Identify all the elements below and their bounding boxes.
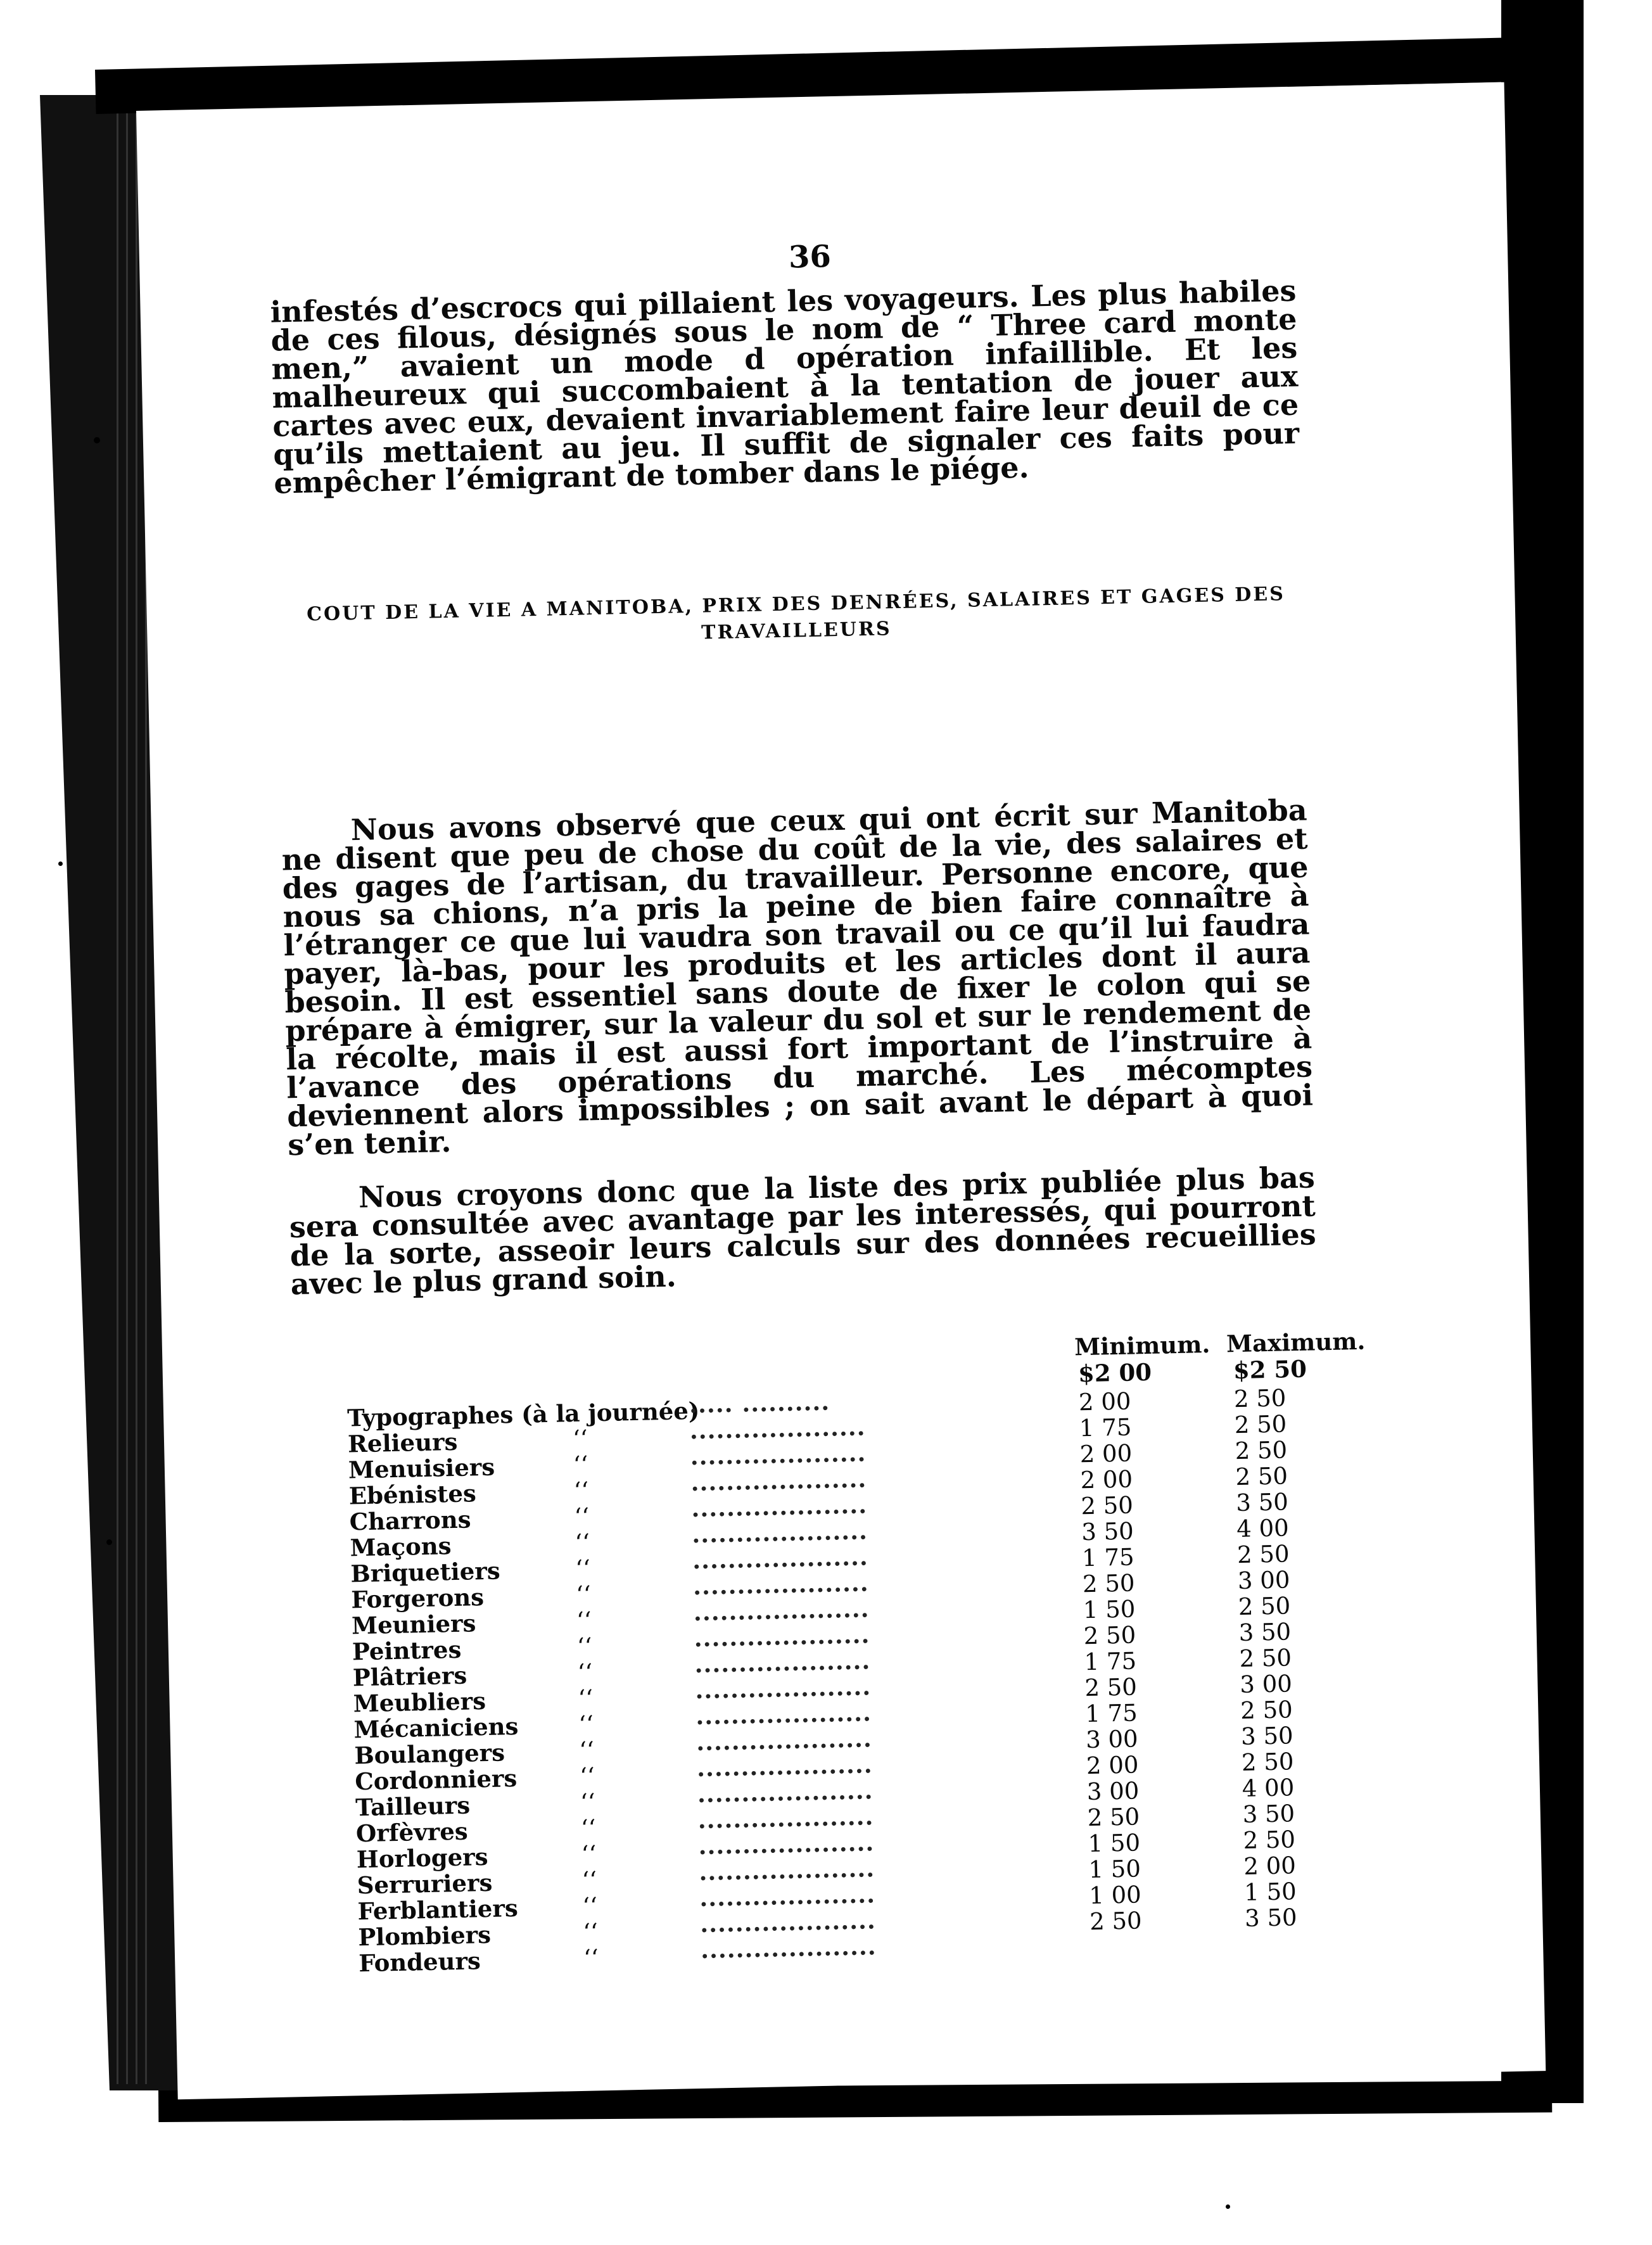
- trade-name: Typographes (à la journée): [346, 1396, 700, 1432]
- leader-dots: ····················: [690, 1471, 867, 1503]
- maximum-value: 3 50: [1238, 1618, 1292, 1647]
- ditto-mark: ‘‘: [573, 1451, 588, 1479]
- minimum-value: 3 50: [1081, 1517, 1134, 1546]
- trade-name: Horlogers: [356, 1842, 488, 1874]
- leader-dots: ····················: [696, 1757, 874, 1789]
- paragraph-cout-vie: Nous avons observé que ceux qui ont écrit sur Manitoba ne disent que peu de chose du coût de la vie, des salaires et des gages de l’artisan, du travailleur. Personne encore, que nous sa chions, n’a pris la peine de bien faire connaître à l’étranger ce que lui vaudra son travail ou ce qu’il lui faudra payer, là-bas, pour les produits et les articles dont il aura besoin. Il est essentiel sans doute de fixer le colon qui se prépare à émigrer, sur la valeur du sol et sur le rendement de la récolte, mais il est aussi fort important de l’instruire à l’avance des opérations du marché. Les mécomptes deviennent alors impossibles ; on sait avant le départ à quoi s’en tenir.: [281, 792, 1314, 1162]
- minimum-value: 2 00: [1079, 1439, 1133, 1468]
- ditto-mark: ‘‘: [581, 1840, 597, 1868]
- ditto-mark: ‘‘: [578, 1736, 595, 1764]
- leader-dots: ····················: [693, 1601, 870, 1633]
- maximum-value: 2 50: [1239, 1644, 1292, 1673]
- maximum-value: 2 50: [1240, 1696, 1293, 1725]
- minimum-value: 2 00: [1078, 1387, 1131, 1416]
- ditto-mark: ‘‘: [582, 1918, 599, 1946]
- minimum-value: 3 00: [1086, 1777, 1140, 1806]
- minimum-value: 1 50: [1083, 1595, 1136, 1624]
- maximum-value: 1 50: [1243, 1878, 1297, 1906]
- leader-dots: ····················: [699, 1912, 877, 1944]
- maximum-value: 2 50: [1241, 1748, 1294, 1777]
- minimum-value: 3 00: [1085, 1725, 1139, 1754]
- leader-dots: ····················: [699, 1886, 876, 1918]
- table-rows: [321, 1327, 1372, 1978]
- leader-dots: ····················: [697, 1809, 874, 1841]
- maximum-value: 3 00: [1237, 1566, 1290, 1595]
- paragraph-liste-prix: Nous croyons donc que la liste des prix publiée plus bas sera consultée avec avantage par les interessés, qui pourront de la sorte, asseoir leurs calculs sur des données recueillies avec le plus grand soin.: [289, 1160, 1317, 1302]
- trade-name: Mécaniciens: [353, 1712, 519, 1744]
- minimum-value: 2 50: [1084, 1673, 1138, 1702]
- trade-name: Tailleurs: [355, 1791, 471, 1822]
- maximum-value: 2 50: [1235, 1462, 1288, 1491]
- minimum-value: 1 50: [1088, 1829, 1141, 1858]
- leader-dots: ····················: [699, 1860, 875, 1892]
- leader-dots: ····················: [700, 1938, 877, 1970]
- maximum-value: 3 50: [1235, 1488, 1289, 1517]
- trade-name: Meuniers: [351, 1609, 476, 1640]
- page-number: 36: [788, 239, 832, 276]
- column-header-maximum: Maximum.: [1226, 1326, 1366, 1358]
- column-header-minimum: Minimum.: [1074, 1330, 1210, 1361]
- ditto-mark: ‘‘: [577, 1658, 593, 1686]
- minimum-value: 1 75: [1084, 1647, 1137, 1676]
- trade-name: Menuisiers: [348, 1453, 495, 1484]
- maximum-value: 2 50: [1243, 1826, 1296, 1854]
- minimum-value: 1 50: [1088, 1855, 1141, 1884]
- trade-name: Peintres: [352, 1635, 462, 1666]
- trade-name: Ebénistes: [348, 1479, 477, 1510]
- ditto-mark: ‘‘: [574, 1503, 590, 1530]
- ditto-mark: ‘‘: [578, 1710, 594, 1738]
- minimum-value: 2 50: [1089, 1907, 1143, 1936]
- leader-dots: ····················: [697, 1783, 874, 1815]
- paragraph-escrocs: infestés d’escrocs qui pillaient les voyageurs. Les plus habiles de ces filous, désignés sous le nom de “ Three card monte men,” avaient un mode d opération infaillible. Et les malheureux qui succombaient à la tentation de jouer aux cartes avec eux, devaient invariablement faire leur deuil de ce qu’ils mettaient au jeu. Il suffit de signaler ces faits pour empêcher l’émigrant de tomber dans le piége.: [270, 273, 1300, 500]
- leader-dots: ····················: [689, 1419, 867, 1451]
- ditto-mark: ‘‘: [573, 1477, 589, 1505]
- ditto-mark: ‘‘: [575, 1529, 590, 1556]
- leader-dots: ····················: [694, 1653, 871, 1685]
- leader-dots: ····················: [696, 1705, 872, 1737]
- maximum-value: 2 00: [1243, 1852, 1297, 1880]
- trade-name: Fondeurs: [358, 1947, 481, 1978]
- trade-name: Briquetiers: [350, 1556, 501, 1588]
- ditto-mark: ‘‘: [580, 1814, 596, 1842]
- trade-name: Orfèvres: [355, 1817, 468, 1848]
- scan-speck: [1226, 2204, 1230, 2209]
- maximum-value: 3 50: [1244, 1904, 1297, 1932]
- trade-name: Maçons: [350, 1532, 452, 1562]
- minimum-value: 2 00: [1080, 1465, 1133, 1494]
- maximum-value: 2 50: [1234, 1410, 1287, 1439]
- scan-speck: [106, 1539, 112, 1545]
- minimum-value: 2 50: [1087, 1803, 1140, 1832]
- trade-name: Ferblantiers: [357, 1894, 519, 1926]
- maximum-value: 4 00: [1242, 1774, 1295, 1803]
- maximum-value: 3 00: [1239, 1670, 1293, 1699]
- ditto-mark: ‘‘: [583, 1944, 599, 1972]
- trade-name: Meubliers: [353, 1686, 486, 1718]
- ditto-mark: ‘‘: [578, 1684, 594, 1712]
- maximum-value: 4 00: [1236, 1514, 1290, 1543]
- leader-dots: ····················: [692, 1575, 870, 1607]
- trade-name: Relieurs: [347, 1427, 458, 1458]
- first-max-value: $2 50: [1233, 1354, 1307, 1385]
- maximum-value: 2 50: [1235, 1436, 1288, 1465]
- trade-name: Charrons: [349, 1505, 471, 1536]
- minimum-value: 2 50: [1083, 1621, 1136, 1650]
- trade-name: Serruriers: [357, 1868, 493, 1900]
- ditto-mark: ‘‘: [582, 1892, 598, 1920]
- scan-speck: [58, 862, 63, 866]
- leader-dots: ····················: [690, 1445, 867, 1477]
- leader-dots: ····· ··········: [689, 1394, 830, 1425]
- leader-dots: ····················: [694, 1627, 870, 1659]
- ditto-mark: ‘‘: [579, 1762, 595, 1790]
- minimum-value: 2 50: [1082, 1569, 1135, 1598]
- first-min-value: $2 00: [1077, 1358, 1152, 1388]
- ditto-mark: ‘‘: [581, 1866, 597, 1894]
- leader-dots: ····················: [696, 1731, 873, 1763]
- maximum-value: 2 50: [1238, 1592, 1291, 1621]
- ditto-mark: ‘‘: [580, 1788, 596, 1816]
- minimum-value: 1 00: [1088, 1881, 1142, 1910]
- minimum-value: 1 75: [1084, 1699, 1138, 1728]
- leader-dots: ····················: [691, 1497, 868, 1529]
- ditto-mark: ‘‘: [575, 1555, 591, 1582]
- ditto-mark: ‘‘: [576, 1632, 592, 1660]
- trade-name: Forgerons: [350, 1583, 485, 1614]
- section-heading: [276, 580, 1316, 655]
- ditto-mark: ‘‘: [572, 1425, 588, 1453]
- trade-name: Cordonniers: [354, 1764, 518, 1796]
- trade-name: Boulangers: [353, 1738, 505, 1770]
- minimum-value: 1 75: [1079, 1413, 1132, 1442]
- heading-line-1: COUT DE LA VIE A MANITOBA, PRIX DES DENRÉES, SALAIRES ET GAGES DES: [306, 583, 1286, 626]
- maximum-value: 3 50: [1240, 1722, 1293, 1751]
- maximum-value: 2 50: [1236, 1540, 1290, 1569]
- wage-table: [321, 1326, 1372, 1978]
- maximum-value: 3 50: [1242, 1800, 1295, 1829]
- ditto-mark: ‘‘: [576, 1606, 592, 1634]
- scan-speck: [94, 437, 100, 443]
- leader-dots: ····················: [692, 1549, 869, 1581]
- heading-line-2: TRAVAILLEURS: [701, 618, 892, 644]
- leader-dots: ····················: [695, 1679, 872, 1711]
- minimum-value: 1 75: [1081, 1543, 1134, 1572]
- book-page: [136, 82, 1546, 2100]
- leader-dots: ····················: [698, 1835, 875, 1867]
- maximum-value: 2 50: [1233, 1384, 1287, 1413]
- trade-name: Plombiers: [357, 1920, 492, 1952]
- minimum-value: 2 50: [1081, 1491, 1134, 1520]
- leader-dots: ····················: [692, 1523, 868, 1555]
- trade-name: Plâtriers: [352, 1661, 467, 1692]
- ditto-mark: ‘‘: [575, 1580, 592, 1608]
- minimum-value: 2 00: [1086, 1751, 1139, 1780]
